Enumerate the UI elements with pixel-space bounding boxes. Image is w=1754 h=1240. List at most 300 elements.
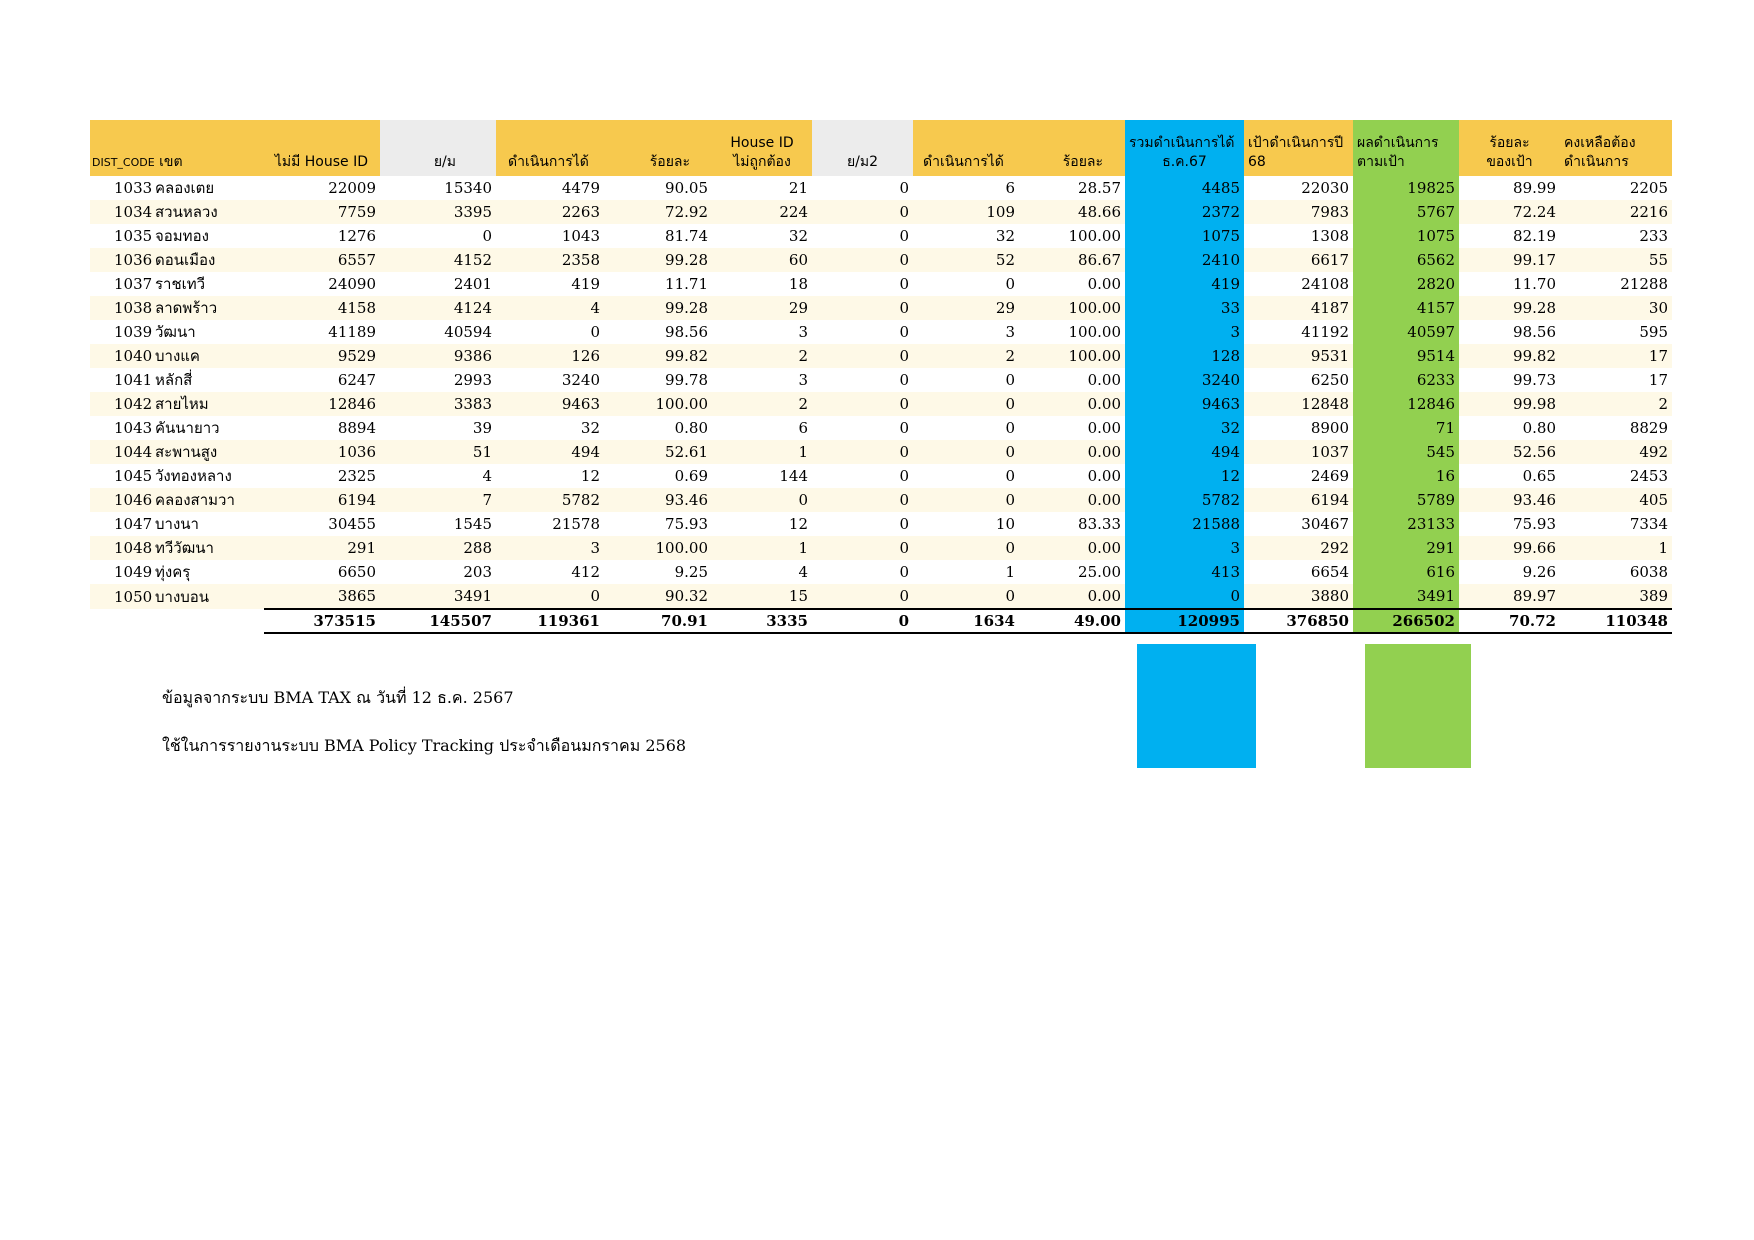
cell-pct-target: 99.73 xyxy=(1513,371,1556,389)
district-code: 1042 xyxy=(114,395,153,413)
header-no-house-id: ไม่มี House ID xyxy=(264,120,380,176)
cell-done2: 0 xyxy=(1005,467,1015,485)
table-row xyxy=(90,176,1672,200)
cell-done2: 0 xyxy=(913,536,1019,560)
cell-target: 24108 xyxy=(1301,275,1349,293)
cell-total-done: 3240 xyxy=(1125,368,1244,392)
header-result-line2: ตามเป้า xyxy=(1357,154,1405,170)
cell-no-house-id: 7759 xyxy=(264,200,380,224)
table-row xyxy=(90,464,1672,488)
cell-wrong-house-id: 144 xyxy=(779,467,808,485)
cell-wrong-house-id: 3 xyxy=(798,371,808,389)
table-row xyxy=(90,392,1672,416)
cell-remaining: 2216 xyxy=(1560,200,1672,224)
cell-district xyxy=(90,200,264,224)
cell-remaining: 2 xyxy=(1560,392,1672,416)
cell-ym2: 0 xyxy=(899,323,909,341)
cell-remaining: 595 xyxy=(1639,323,1668,341)
cell-target: 6617 xyxy=(1244,248,1353,272)
cell-district xyxy=(90,536,264,560)
header-target-line2: 68 xyxy=(1248,154,1266,170)
cell-done1: 2263 xyxy=(496,200,604,224)
cell-ym: 9386 xyxy=(380,344,496,368)
cell-district xyxy=(90,368,264,392)
header-wrong-id-line2: ไม่ถูกต้อง xyxy=(733,154,791,170)
cell-result: 12846 xyxy=(1353,392,1459,416)
table-row xyxy=(90,320,1672,344)
cell-pct2: 0.00 xyxy=(1019,440,1125,464)
note-report-usage: ใช้ในการรายงานระบบ BMA Policy Tracking ประจำเดือนมกราคม 2568 xyxy=(162,736,687,755)
cell-pct1: 93.46 xyxy=(604,488,712,512)
cell-ym: 3395 xyxy=(380,200,496,224)
cell-total-done: 9463 xyxy=(1125,392,1244,416)
district-code: 1045 xyxy=(114,467,153,485)
cell-pct1: 100.00 xyxy=(604,536,712,560)
cell-done2: 0 xyxy=(913,584,1019,609)
cell-pct1: 72.92 xyxy=(604,200,712,224)
cell-target: 41192 xyxy=(1301,323,1349,341)
district-code: 1048 xyxy=(114,539,153,557)
district-code: 1036 xyxy=(114,251,153,269)
cell-result: 19825 xyxy=(1353,176,1459,200)
cell-pct-target: 99.17 xyxy=(1459,248,1560,272)
district-code: 1038 xyxy=(114,299,153,317)
cell-target: 9531 xyxy=(1244,344,1353,368)
total-remaining: 110348 xyxy=(1560,609,1672,633)
cell-pct2: 25.00 xyxy=(1078,563,1121,581)
cell-ym2: 0 xyxy=(899,179,909,197)
cell-done1: 0 xyxy=(590,323,600,341)
cell-pct-target: 98.56 xyxy=(1513,323,1556,341)
cell-pct1: 52.61 xyxy=(604,440,712,464)
district-name: ลาดพร้าว xyxy=(155,299,218,317)
cell-ym: 15340 xyxy=(444,179,492,197)
cell-district xyxy=(90,248,264,272)
cell-pct2: 0.00 xyxy=(1019,392,1125,416)
cell-ym2: 0 xyxy=(812,584,913,609)
header-wrong-id-line1: House ID xyxy=(730,135,794,151)
cell-remaining: 8829 xyxy=(1629,419,1668,437)
cell-total-done: 494 xyxy=(1125,440,1244,464)
header-target xyxy=(1244,120,1353,176)
header-result-line1: ผลดำเนินการ xyxy=(1357,135,1439,151)
cell-ym: 4152 xyxy=(380,248,496,272)
cell-pct2: 100.00 xyxy=(1068,323,1121,341)
cell-ym2: 0 xyxy=(812,392,913,416)
cell-ym: 288 xyxy=(380,536,496,560)
cell-pct2: 86.67 xyxy=(1019,248,1125,272)
cell-pct-target: 99.66 xyxy=(1459,536,1560,560)
cell-ym: 3491 xyxy=(380,584,496,609)
cell-ym: 3383 xyxy=(380,392,496,416)
cell-no-house-id: 30455 xyxy=(328,515,376,533)
cell-total-done: 4485 xyxy=(1125,176,1244,200)
header-wrong-house-id xyxy=(712,120,812,176)
cell-done1: 2358 xyxy=(496,248,604,272)
table-row xyxy=(90,440,1672,464)
cell-pct2: 28.57 xyxy=(1078,179,1121,197)
cell-target: 6194 xyxy=(1244,488,1353,512)
cell-ym2: 0 xyxy=(812,200,913,224)
cell-pct-target: 9.26 xyxy=(1522,563,1556,581)
cell-target: 30467 xyxy=(1301,515,1349,533)
cell-ym: 4 xyxy=(482,467,492,485)
header-ym2: ย/ม2 xyxy=(812,120,913,176)
cell-wrong-house-id: 1 xyxy=(712,440,812,464)
cell-remaining: 17 xyxy=(1648,371,1668,389)
cell-no-house-id: 22009 xyxy=(328,179,376,197)
district-name: สายไหม xyxy=(155,395,209,413)
cell-pct1: 90.05 xyxy=(665,179,708,197)
cell-done2: 0 xyxy=(1005,371,1015,389)
cell-pct-target: 99.98 xyxy=(1459,392,1560,416)
cell-total-done: 5782 xyxy=(1125,488,1244,512)
note-data-source: ข้อมูลจากระบบ BMA TAX ณ วันที่ 12 ธ.ค. 2567 xyxy=(162,688,514,707)
cell-result: 5767 xyxy=(1353,200,1459,224)
cell-done1: 5782 xyxy=(496,488,604,512)
table-row xyxy=(90,584,1672,609)
cell-result: 6233 xyxy=(1353,368,1459,392)
total-wrong-house-id: 3335 xyxy=(712,609,812,633)
cell-remaining: 6038 xyxy=(1629,563,1668,581)
cell-remaining: 1 xyxy=(1560,536,1672,560)
cell-done2: 109 xyxy=(913,200,1019,224)
cell-pct1: 99.28 xyxy=(604,296,712,320)
cell-done1: 4479 xyxy=(561,179,600,197)
cell-pct2: 100.00 xyxy=(1019,344,1125,368)
district-code: 1033 xyxy=(114,179,153,197)
cell-pct1: 99.82 xyxy=(604,344,712,368)
cell-remaining: 7334 xyxy=(1629,515,1668,533)
header-district-label: เขต xyxy=(159,154,183,170)
header-ym: ย/ม xyxy=(380,120,496,176)
cell-no-house-id: 2325 xyxy=(337,467,376,485)
cell-result: 5789 xyxy=(1353,488,1459,512)
district-name: หลักสี่ xyxy=(155,371,193,389)
cell-total-done: 413 xyxy=(1125,560,1244,584)
totals-empty-cell xyxy=(90,609,264,633)
header-target-line1: เป้าดำเนินการปี xyxy=(1248,135,1344,151)
cell-done1: 412 xyxy=(571,563,600,581)
cell-pct-target: 89.97 xyxy=(1459,584,1560,609)
table-row xyxy=(90,488,1672,512)
cell-total-done: 2410 xyxy=(1125,248,1244,272)
cell-no-house-id: 12846 xyxy=(264,392,380,416)
cell-result: 71 xyxy=(1353,416,1459,440)
total-done2: 1634 xyxy=(913,609,1019,633)
cell-no-house-id: 1036 xyxy=(264,440,380,464)
cell-pct-target: 93.46 xyxy=(1459,488,1560,512)
cell-wrong-house-id: 32 xyxy=(788,227,808,245)
cell-target: 292 xyxy=(1244,536,1353,560)
cell-target: 12848 xyxy=(1244,392,1353,416)
cell-target: 1037 xyxy=(1244,440,1353,464)
cell-done1: 4 xyxy=(496,296,604,320)
cell-done1: 32 xyxy=(580,419,600,437)
cell-ym: 7 xyxy=(380,488,496,512)
table-row xyxy=(90,224,1672,248)
cell-total-done: 2372 xyxy=(1125,200,1244,224)
cell-wrong-house-id: 1 xyxy=(712,536,812,560)
total-pct1: 70.91 xyxy=(604,609,712,633)
cell-wrong-house-id: 6 xyxy=(798,419,808,437)
cell-wrong-house-id: 60 xyxy=(712,248,812,272)
cell-pct-target: 99.82 xyxy=(1459,344,1560,368)
cell-ym2: 0 xyxy=(899,419,909,437)
cell-target: 8900 xyxy=(1310,419,1349,437)
cell-no-house-id: 1276 xyxy=(337,227,376,245)
district-name: ทวีวัฒนา xyxy=(155,539,214,557)
cell-pct1: 75.93 xyxy=(665,515,708,533)
cell-district xyxy=(90,440,264,464)
cell-ym2: 0 xyxy=(899,227,909,245)
district-name: คลองสามวา xyxy=(155,491,235,509)
cell-done1: 126 xyxy=(496,344,604,368)
cell-result: 23133 xyxy=(1353,512,1459,536)
cell-district xyxy=(90,488,264,512)
table-row xyxy=(90,200,1672,224)
green-column-extension xyxy=(1365,644,1471,768)
cell-district xyxy=(90,584,264,609)
table-row xyxy=(90,248,1672,272)
cell-done1: 9463 xyxy=(496,392,604,416)
cell-ym: 39 xyxy=(472,419,492,437)
cell-ym2: 0 xyxy=(899,563,909,581)
cell-result: 9514 xyxy=(1353,344,1459,368)
cell-ym: 4124 xyxy=(380,296,496,320)
cell-district xyxy=(90,320,264,344)
cell-remaining: 17 xyxy=(1560,344,1672,368)
cell-done2: 52 xyxy=(913,248,1019,272)
cell-pct1: 99.28 xyxy=(604,248,712,272)
district-code: 1041 xyxy=(114,371,153,389)
cell-done2: 0 xyxy=(913,392,1019,416)
header-result xyxy=(1353,120,1459,176)
district-name: คันนายาว xyxy=(155,419,220,437)
cell-result: 3491 xyxy=(1353,584,1459,609)
header-dist-code-label: DIST_CODE xyxy=(92,156,155,169)
district-name: บางนา xyxy=(155,515,199,533)
district-name: ดอนเมือง xyxy=(155,251,216,269)
cell-ym2: 0 xyxy=(812,488,913,512)
cell-pct2: 83.33 xyxy=(1078,515,1121,533)
cell-remaining: 55 xyxy=(1560,248,1672,272)
cell-pct2: 100.00 xyxy=(1019,296,1125,320)
district-name: สวนหลวง xyxy=(155,203,218,221)
cell-pct-target: 75.93 xyxy=(1513,515,1556,533)
cell-wrong-house-id: 15 xyxy=(712,584,812,609)
cell-no-house-id: 6247 xyxy=(337,371,376,389)
cell-no-house-id: 8894 xyxy=(337,419,376,437)
header-total-done-line1: รวมดำเนินการได้ xyxy=(1129,135,1235,151)
header-pct-target-line2: ของเป้า xyxy=(1486,154,1533,170)
header-pct1: ร้อยละ xyxy=(604,120,712,176)
cell-pct1: 100.00 xyxy=(604,392,712,416)
district-code: 1039 xyxy=(114,323,153,341)
cell-pct1: 0.69 xyxy=(674,467,708,485)
cell-pct2: 0.00 xyxy=(1087,275,1121,293)
district-name: บางบอน xyxy=(155,587,210,606)
cell-pct-target: 99.28 xyxy=(1459,296,1560,320)
cell-pct1: 9.25 xyxy=(674,563,708,581)
total-total-done: 120995 xyxy=(1125,609,1244,633)
cell-remaining: 233 xyxy=(1639,227,1668,245)
header-total-done xyxy=(1125,120,1244,176)
cell-pct-target: 0.80 xyxy=(1522,419,1556,437)
cell-result: 16 xyxy=(1353,464,1459,488)
cell-wrong-house-id: 2 xyxy=(712,344,812,368)
header-row xyxy=(90,120,1672,176)
cell-done2: 2 xyxy=(913,344,1019,368)
header-dist-code xyxy=(90,120,264,176)
cell-result: 2820 xyxy=(1353,272,1459,296)
total-ym2: 0 xyxy=(812,609,913,633)
district-code: 1043 xyxy=(114,419,153,437)
cell-ym2: 0 xyxy=(899,515,909,533)
cell-result: 40597 xyxy=(1353,320,1459,344)
cell-district xyxy=(90,344,264,368)
cell-done2: 10 xyxy=(995,515,1015,533)
cell-remaining: 2205 xyxy=(1629,179,1668,197)
cell-target: 6654 xyxy=(1310,563,1349,581)
table-row xyxy=(90,416,1672,440)
cell-done2: 32 xyxy=(995,227,1015,245)
cell-district xyxy=(90,416,264,440)
cell-target: 6250 xyxy=(1310,371,1349,389)
district-code: 1046 xyxy=(114,491,153,509)
total-pct-target: 70.72 xyxy=(1459,609,1560,633)
cell-pct-target: 0.65 xyxy=(1522,467,1556,485)
cell-done2: 3 xyxy=(1005,323,1015,341)
cell-result: 4157 xyxy=(1353,296,1459,320)
cell-target: 7983 xyxy=(1244,200,1353,224)
cell-ym: 51 xyxy=(380,440,496,464)
cell-pct2: 0.00 xyxy=(1019,584,1125,609)
cell-pct-target: 11.70 xyxy=(1513,275,1556,293)
cell-ym2: 0 xyxy=(812,248,913,272)
cell-done1: 419 xyxy=(571,275,600,293)
cell-ym: 40594 xyxy=(444,323,492,341)
header-done1: ดำเนินการได้ xyxy=(496,120,604,176)
cell-ym2: 0 xyxy=(899,371,909,389)
total-target: 376850 xyxy=(1244,609,1353,633)
header-pct-target-line1: ร้อยละ xyxy=(1489,135,1530,151)
cell-pct1: 0.80 xyxy=(674,419,708,437)
district-code: 1047 xyxy=(114,515,153,533)
total-done1: 119361 xyxy=(496,609,604,633)
table-row xyxy=(90,368,1672,392)
cell-ym: 1545 xyxy=(453,515,492,533)
table-row xyxy=(90,296,1672,320)
cell-done2: 0 xyxy=(913,440,1019,464)
cell-wrong-house-id: 21 xyxy=(788,179,808,197)
district-code: 1037 xyxy=(114,275,153,293)
cell-pct1: 99.78 xyxy=(665,371,708,389)
table-row xyxy=(90,560,1672,584)
cell-remaining: 21288 xyxy=(1620,275,1668,293)
district-name: สะพานสูง xyxy=(155,443,218,461)
district-name: วัฒนา xyxy=(155,323,196,341)
cell-done1: 3 xyxy=(496,536,604,560)
cell-wrong-house-id: 18 xyxy=(788,275,808,293)
cell-ym2: 0 xyxy=(812,296,913,320)
cell-remaining: 389 xyxy=(1560,584,1672,609)
cell-ym2: 0 xyxy=(899,467,909,485)
cell-pct-target: 82.19 xyxy=(1513,227,1556,245)
cell-done1: 494 xyxy=(496,440,604,464)
cell-district xyxy=(90,296,264,320)
cell-target: 1308 xyxy=(1310,227,1349,245)
cell-pct-target: 72.24 xyxy=(1459,200,1560,224)
cell-district xyxy=(90,272,264,296)
cell-pct1: 98.56 xyxy=(665,323,708,341)
cell-total-done: 3 xyxy=(1125,536,1244,560)
cell-ym2: 0 xyxy=(812,440,913,464)
cell-ym: 0 xyxy=(482,227,492,245)
cell-total-done: 21588 xyxy=(1125,512,1244,536)
header-remaining-line1: คงเหลือต้อง xyxy=(1564,135,1636,151)
cell-wrong-house-id: 29 xyxy=(712,296,812,320)
cell-wrong-house-id: 4 xyxy=(798,563,808,581)
cell-remaining: 30 xyxy=(1560,296,1672,320)
district-name: ราชเทวี xyxy=(155,275,206,293)
cell-total-done: 12 xyxy=(1125,464,1244,488)
district-code: 1035 xyxy=(114,227,153,245)
district-code: 1040 xyxy=(114,347,153,365)
cell-wrong-house-id: 224 xyxy=(712,200,812,224)
district-code: 1034 xyxy=(114,203,153,221)
cell-pct-target: 52.56 xyxy=(1459,440,1560,464)
cell-pct1: 81.74 xyxy=(665,227,708,245)
cell-result: 545 xyxy=(1353,440,1459,464)
cell-district xyxy=(90,392,264,416)
cell-done2: 0 xyxy=(1005,275,1015,293)
cell-total-done: 128 xyxy=(1125,344,1244,368)
cell-district xyxy=(90,560,264,584)
cell-result: 6562 xyxy=(1353,248,1459,272)
cell-pct2: 0.00 xyxy=(1087,419,1121,437)
cell-pct2: 0.00 xyxy=(1019,536,1125,560)
header-pct2: ร้อยละ xyxy=(1019,120,1125,176)
cell-done2: 0 xyxy=(913,488,1019,512)
cell-no-house-id: 41189 xyxy=(328,323,376,341)
totals-row xyxy=(90,609,1672,633)
table-body xyxy=(90,176,1672,609)
cell-target: 3880 xyxy=(1244,584,1353,609)
cell-ym2: 0 xyxy=(812,344,913,368)
cell-district xyxy=(90,512,264,536)
cell-done1: 21578 xyxy=(552,515,600,533)
cell-ym: 2993 xyxy=(453,371,492,389)
cell-no-house-id: 24090 xyxy=(328,275,376,293)
cell-ym2: 0 xyxy=(899,275,909,293)
cell-target: 22030 xyxy=(1301,179,1349,197)
district-name: วังทองหลาง xyxy=(155,467,232,485)
cell-done1: 3240 xyxy=(561,371,600,389)
total-ym: 145507 xyxy=(380,609,496,633)
cell-wrong-house-id: 0 xyxy=(712,488,812,512)
header-pct-target xyxy=(1459,120,1560,176)
cell-remaining: 492 xyxy=(1560,440,1672,464)
cell-wrong-house-id: 2 xyxy=(712,392,812,416)
total-result: 266502 xyxy=(1353,609,1459,633)
cell-target: 4187 xyxy=(1244,296,1353,320)
cell-no-house-id: 9529 xyxy=(264,344,380,368)
cell-wrong-house-id: 12 xyxy=(788,515,808,533)
total-no-house-id: 373515 xyxy=(264,609,380,633)
district-table xyxy=(90,120,1672,634)
cell-result: 291 xyxy=(1353,536,1459,560)
